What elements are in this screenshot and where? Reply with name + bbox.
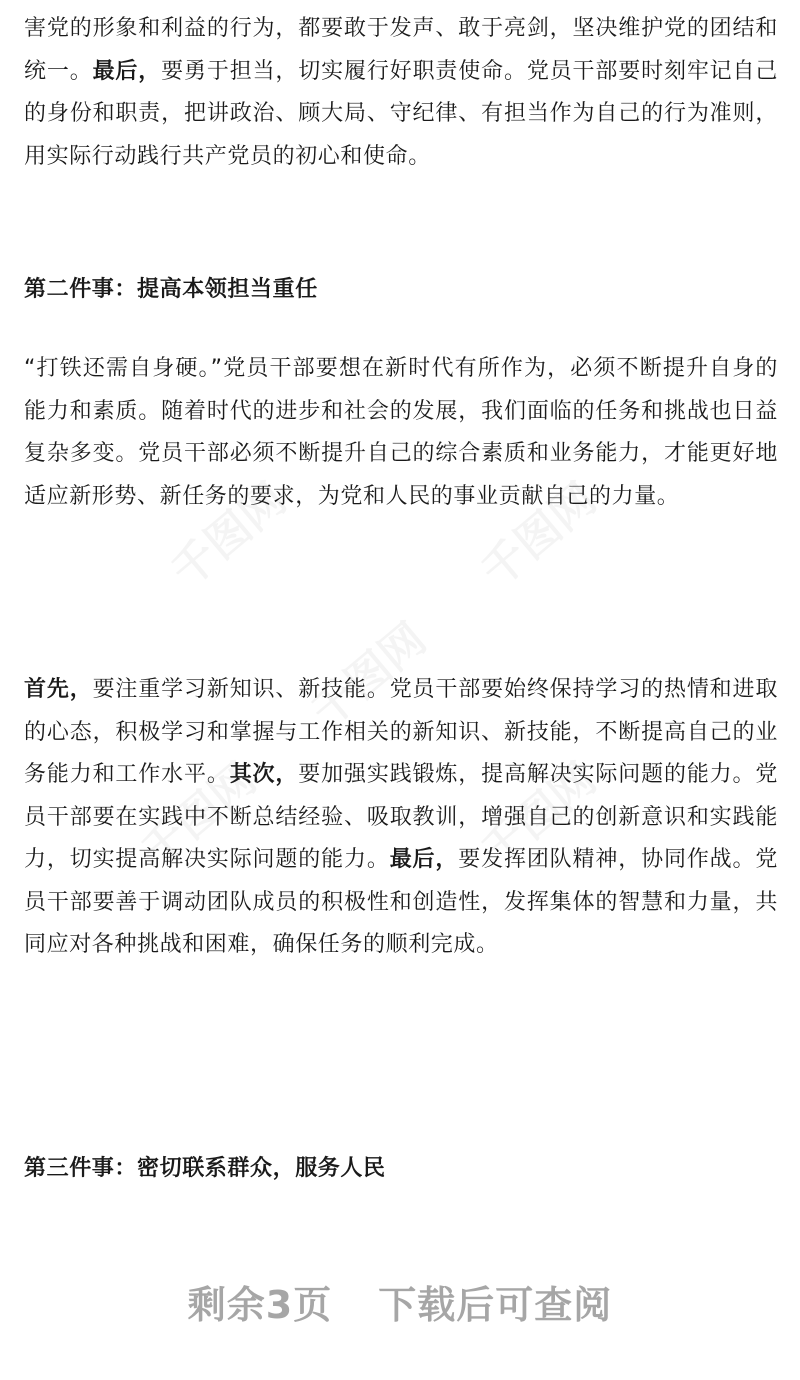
section-heading-3: 第三件事：密切联系群众，服务人民 (24, 1156, 386, 1181)
emphasis-last: 最后， (92, 58, 162, 84)
remaining-pages-label: 剩余3页 (187, 1283, 333, 1327)
paragraph-text: 害党的形象和利益的行为，都要敢于发声、敢于亮剑，坚决维护党的团结和统一。 (24, 16, 778, 84)
emphasis-first: 首先， (24, 677, 93, 702)
paragraph-text: 要加强实践锻炼，提高解决实际问题的能力。党员干部要在实践中不断总结经验、吸取教训，增强自己的创新意识和实践能力，切实提高解决实际问题的能力。 (24, 762, 778, 872)
download-to-view-label: 下载后可查阅 (378, 1283, 613, 1327)
section-heading-2: 第二件事：提高本领担当重任 (24, 277, 318, 302)
emphasis-second: 其次， (229, 762, 299, 787)
paragraph-text: 要注重学习新知识、新技能。党员干部要始终保持学习的热情和进取的心态，积极学习和掌握与工作相关的新知识、新技能，不断提高自己的业务能力和工作水平。 (24, 677, 778, 787)
paragraph-3 (24, 669, 778, 967)
paragraph-text: 要勇于担当，切实履行好职责使命。党员干部要时刻牢记自己的身份和职责，把讲政治、顾大局、守纪律、有担当作为自己的行为准则，用实际行动践行共产党员的初心和使命。 (24, 58, 778, 169)
paragraph-top (24, 8, 778, 178)
download-prompt[interactable] (0, 1274, 800, 1329)
paragraph-2: “打铁还需自身硬。”党员干部要想在新时代有所作为，必须不断提升自身的能力和素质。随着时代的进步和社会的发展，我们面临的任务和挑战也日益复杂多变。党员干部必须不断提升自己的综合素质和业务能力，才能更好地适应新形势、新任务的要求，为党和人民的事业贡献自己的力量。 (24, 356, 778, 509)
emphasis-last: 最后， (389, 847, 459, 872)
paragraph-text: 要发挥团队精神，协同作战。党员干部要善于调动团队成员的积极性和创造性，发挥集体的智慧和力量，共同应对各种挑战和困难，确保任务的顺利完成。 (24, 847, 778, 957)
